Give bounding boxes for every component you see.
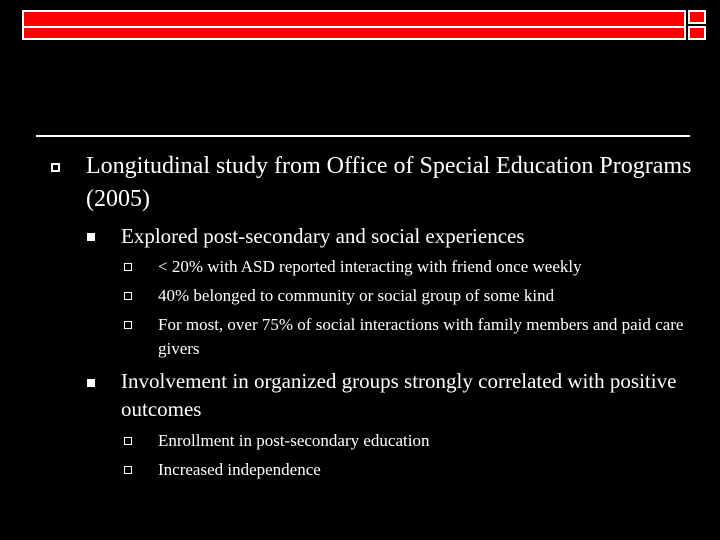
filled-square-bullet-icon [87,233,95,241]
hollow-square-bullet-icon [124,263,132,271]
hollow-square-bullet-icon [124,466,132,474]
hollow-square-bullet-icon [51,163,60,172]
bullet-text-level3: Enrollment in post-secondary education [158,431,430,450]
filled-square-bullet-icon [87,379,95,387]
bullet-text-level3: 40% belonged to community or social group of some kind [158,286,555,305]
bullet-text-level2: Explored post-secondary and social experiences [121,224,525,248]
bullet-text-level3: < 20% with ASD reported interacting with friend once weekly [158,257,582,276]
hollow-square-bullet-icon [124,437,132,445]
bullet-text-level3: Increased independence [158,460,321,479]
bullet-text-level3: For most, over 75% of social interactions with family members and paid care givers [158,315,684,358]
bullet-text-level1: Longitudinal study from Office of Special Education Programs (2005) [86,153,692,212]
bullet-text-level2: Involvement in organized groups strongly correlated with positive outcomes [121,369,677,421]
hollow-square-bullet-icon [124,321,132,329]
hollow-square-bullet-icon [124,292,132,300]
